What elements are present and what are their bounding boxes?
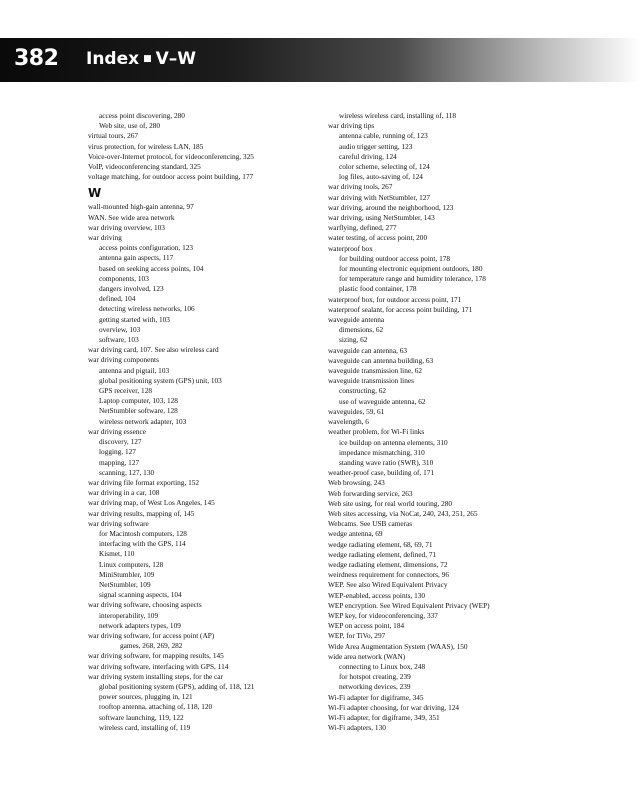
index-entry: warflying, defined, 277	[328, 223, 397, 233]
index-entry: interfacing with the GPS, 114	[99, 539, 186, 549]
index-entry: waveguides, 59, 61	[328, 406, 385, 416]
index-entry: overview, 103	[99, 324, 141, 334]
index-entry: wedge radiating element, defined, 71	[328, 549, 437, 559]
index-entry: detecting wireless networks, 106	[99, 304, 195, 314]
index-entry: access point discovering, 280	[99, 111, 185, 120]
index-entry: color scheme, selecting of, 124	[339, 162, 430, 172]
index-entry: WEP-enabled, access points, 130	[328, 590, 426, 600]
w-entries	[88, 202, 313, 733]
index-entry: standing wave ratio (SWR), 310	[339, 457, 434, 467]
index-entry: Webcams. See USB cameras	[328, 519, 413, 529]
index-entry: for Macintosh computers, 128	[99, 528, 187, 538]
index-entry: waveguide can antenna, 63	[328, 345, 408, 355]
index-entry: war driving system installing steps, for the car	[88, 671, 223, 681]
running-head	[86, 41, 196, 77]
index-entry: mapping, 127	[99, 457, 140, 467]
index-entry: careful driving, 124	[339, 151, 397, 161]
index-entry: wide area network (WAN)	[328, 651, 406, 661]
index-entry: wireless wireless card, installing of, 118	[339, 111, 457, 120]
index-entry: defined, 104	[99, 294, 136, 304]
index-entry: plastic food container, 178	[339, 284, 417, 294]
index-entry: network adapters types, 109	[99, 620, 181, 630]
index-entry: wedge radiating element, dimensions, 72	[328, 559, 448, 569]
index-entry: WEP on access point, 184	[328, 621, 405, 631]
index-entry: Wi-Fi adapter choosing, for war driving, 124	[328, 702, 460, 712]
index-entry: use of waveguide antenna, 62	[339, 396, 426, 406]
index-entry: MiniStumbler, 109	[99, 569, 155, 579]
index-entry: games, 268, 269, 282	[120, 641, 183, 651]
index-entry: connecting to Linux box, 248	[339, 661, 426, 671]
index-entry: war driving with NetStumbler, 127	[328, 192, 431, 202]
index-entry: NetStumbler, 109	[99, 579, 151, 589]
index-entry: water testing, of access point, 200	[328, 233, 428, 243]
index-entry: Wide Area Augmentation System (WAAS), 150	[328, 641, 468, 651]
index-entry: WEP encryption. See Wired Equivalent Privacy (WEP)	[328, 600, 490, 610]
index-entry: for hotspot creating, 239	[339, 672, 411, 682]
index-entry: war driving file format exporting, 152	[88, 477, 200, 487]
index-entry: ice buildup on antenna elements, 310	[339, 437, 448, 447]
index-entry: Kismet, 110	[99, 549, 135, 559]
index-entry: war driving tips	[328, 121, 375, 131]
index-entry: signal scanning aspects, 104	[99, 590, 182, 600]
index-entry: war driving overview, 103	[88, 222, 165, 232]
index-entry: getting started with, 103	[99, 314, 170, 324]
index-entry: war driving software, for mapping results, 145	[88, 651, 224, 661]
index-entry: NetStumbler software, 128	[99, 406, 178, 416]
index-column-right	[328, 111, 553, 733]
section-title: Index	[86, 49, 140, 69]
index-entry: war driving card, 107. See also wireless card	[88, 345, 219, 355]
index-entry: waterproof sealant, for access point building, 171	[328, 304, 473, 314]
index-entry: sizing, 62	[339, 335, 368, 345]
index-entry: components, 103	[99, 273, 149, 283]
index-entry: waveguide transmission lines	[328, 376, 414, 386]
letter-heading-w: W	[88, 186, 102, 201]
index-entry: software launching, 119, 122	[99, 712, 184, 722]
index-entry: WEP. See also Wired Equivalent Privacy	[328, 580, 448, 590]
v-entries	[88, 111, 313, 182]
index-entry: Web site, use of, 280	[99, 121, 161, 131]
index-entry: waterproof box, for outdoor access point, 171	[328, 294, 462, 304]
index-entry: war driving components	[88, 355, 159, 365]
index-entry: waveguide can antenna building, 63	[328, 355, 434, 365]
index-entry: war driving software	[88, 518, 149, 528]
page-header	[0, 38, 640, 82]
index-entry: Web forwarding service, 263	[328, 488, 413, 498]
index-entry: war driving essence	[88, 426, 146, 436]
index-entry: based on seeking access points, 104	[99, 263, 204, 273]
page-number: 382	[14, 46, 59, 71]
index-entry: global positioning system (GPS), adding of, 118, 121	[99, 681, 255, 691]
index-entry: for mounting electronic equipment outdoors, 180	[339, 264, 483, 274]
index-entry: interoperability, 109	[99, 610, 159, 620]
index-entry: software, 103	[99, 335, 139, 345]
index-entry: networking devices, 239	[339, 682, 411, 692]
index-column-left	[88, 111, 313, 733]
index-entry: Wi-Fi adapter, for digiframe, 349, 351	[328, 712, 440, 722]
index-entry: wavelength, 6	[328, 417, 369, 427]
index-entry: Laptop computer, 103, 128	[99, 396, 178, 406]
index-entry: war driving map, of West Los Angeles, 145	[88, 498, 215, 508]
index-entry: global positioning system (GPS) unit, 103	[99, 375, 222, 385]
index-entry: WAN. See wide area network	[88, 212, 175, 222]
index-entry: war driving in a car, 108	[88, 488, 160, 498]
index-entry: for building outdoor access point, 178	[339, 253, 451, 263]
index-entry: wall-mounted high-gain antenna, 97	[88, 202, 194, 212]
index-entry: dangers involved, 123	[99, 284, 164, 294]
index-entry: VoIP, videoconferencing standard, 325	[88, 162, 201, 172]
index-entry: impedance mismatching, 310	[339, 447, 425, 457]
index-entry: virus protection, for wireless LAN, 185	[88, 141, 204, 151]
index-entry: Web browsing, 243	[328, 478, 385, 488]
index-entry: for temperature range and humidity tolerance, 178	[339, 274, 486, 284]
index-entry: virtual tours, 267	[88, 131, 139, 141]
index-entry: dimensions, 62	[339, 325, 384, 335]
index-entry: waveguide antenna	[328, 315, 385, 325]
index-entry: access points configuration, 123	[99, 243, 194, 253]
index-entry: antenna cable, running of, 123	[339, 131, 428, 141]
index-entry: war driving software, for access point (AP)	[88, 630, 215, 640]
index-entry: weirdness requirement for connectors, 96	[328, 570, 449, 580]
index-entry: scanning, 127, 130	[99, 467, 155, 477]
separator-bullet: ■	[143, 54, 152, 64]
index-entry: GPS receiver, 128	[99, 386, 153, 396]
index-entry: waterproof box	[328, 243, 373, 253]
index-entry: power sources, plugging in, 121	[99, 692, 193, 702]
index-entry: voltage matching, for outdoor access point building, 177	[88, 172, 254, 182]
index-entry: discovery, 127	[99, 437, 142, 447]
index-entry: waveguide transmission line, 62	[328, 366, 423, 376]
index-entry: logging, 127	[99, 447, 136, 457]
index-entry: war driving, using NetStumbler, 143	[328, 213, 435, 223]
index-entry: WEP key, for videoconferencing, 337	[328, 610, 438, 620]
index-entry: rooftop antenna, attaching of, 118, 120	[99, 702, 213, 712]
index-entry: wireless card, installing of, 119	[99, 722, 191, 732]
index-entry: log files, auto-saving of, 124	[339, 172, 423, 182]
index-entry: constructing, 62	[339, 386, 387, 396]
index-entry: antenna gain aspects, 117	[99, 253, 174, 263]
index-entry: weather-proof case, building of, 171	[328, 468, 435, 478]
index-entry: antenna and pigtail, 103	[99, 365, 170, 375]
index-entry: wedge antenna, 69	[328, 529, 383, 539]
index-entry: war driving	[88, 233, 122, 243]
right-entries	[328, 111, 553, 733]
letter-range: V–W	[155, 49, 197, 69]
index-entry: Web site using, for real world touring, 280	[328, 498, 453, 508]
index-entry: war driving, around the neighborhood, 123	[328, 202, 454, 212]
index-entry: weather problem, for Wi-Fi links	[328, 427, 425, 437]
index-entry: audio trigger setting, 123	[339, 141, 413, 151]
index-entry: wedge radiating element, 68, 69, 71	[328, 539, 433, 549]
index-entry: wireless network adapter, 103	[99, 416, 187, 426]
index-entry: Voice-over-Internet protocol, for videoconferencing, 325	[88, 151, 254, 161]
index-entry: Wi-Fi adapters, 130	[328, 723, 386, 733]
index-entry: war driving results, mapping of, 145	[88, 508, 195, 518]
index-entry: Wi-Fi adapter for digiframe, 345	[328, 692, 424, 702]
index-entry: WEP, for TiVo, 297	[328, 631, 386, 641]
index-entry: Web sites accessing, via NoCat, 240, 243, 251, 265	[328, 508, 478, 518]
index-entry: Linux computers, 128	[99, 559, 164, 569]
index-entry: war driving software, choosing aspects	[88, 600, 202, 610]
index-entry: war driving tools, 267	[328, 182, 393, 192]
index-entry: war driving software, interfacing with GPS, 114	[88, 661, 229, 671]
